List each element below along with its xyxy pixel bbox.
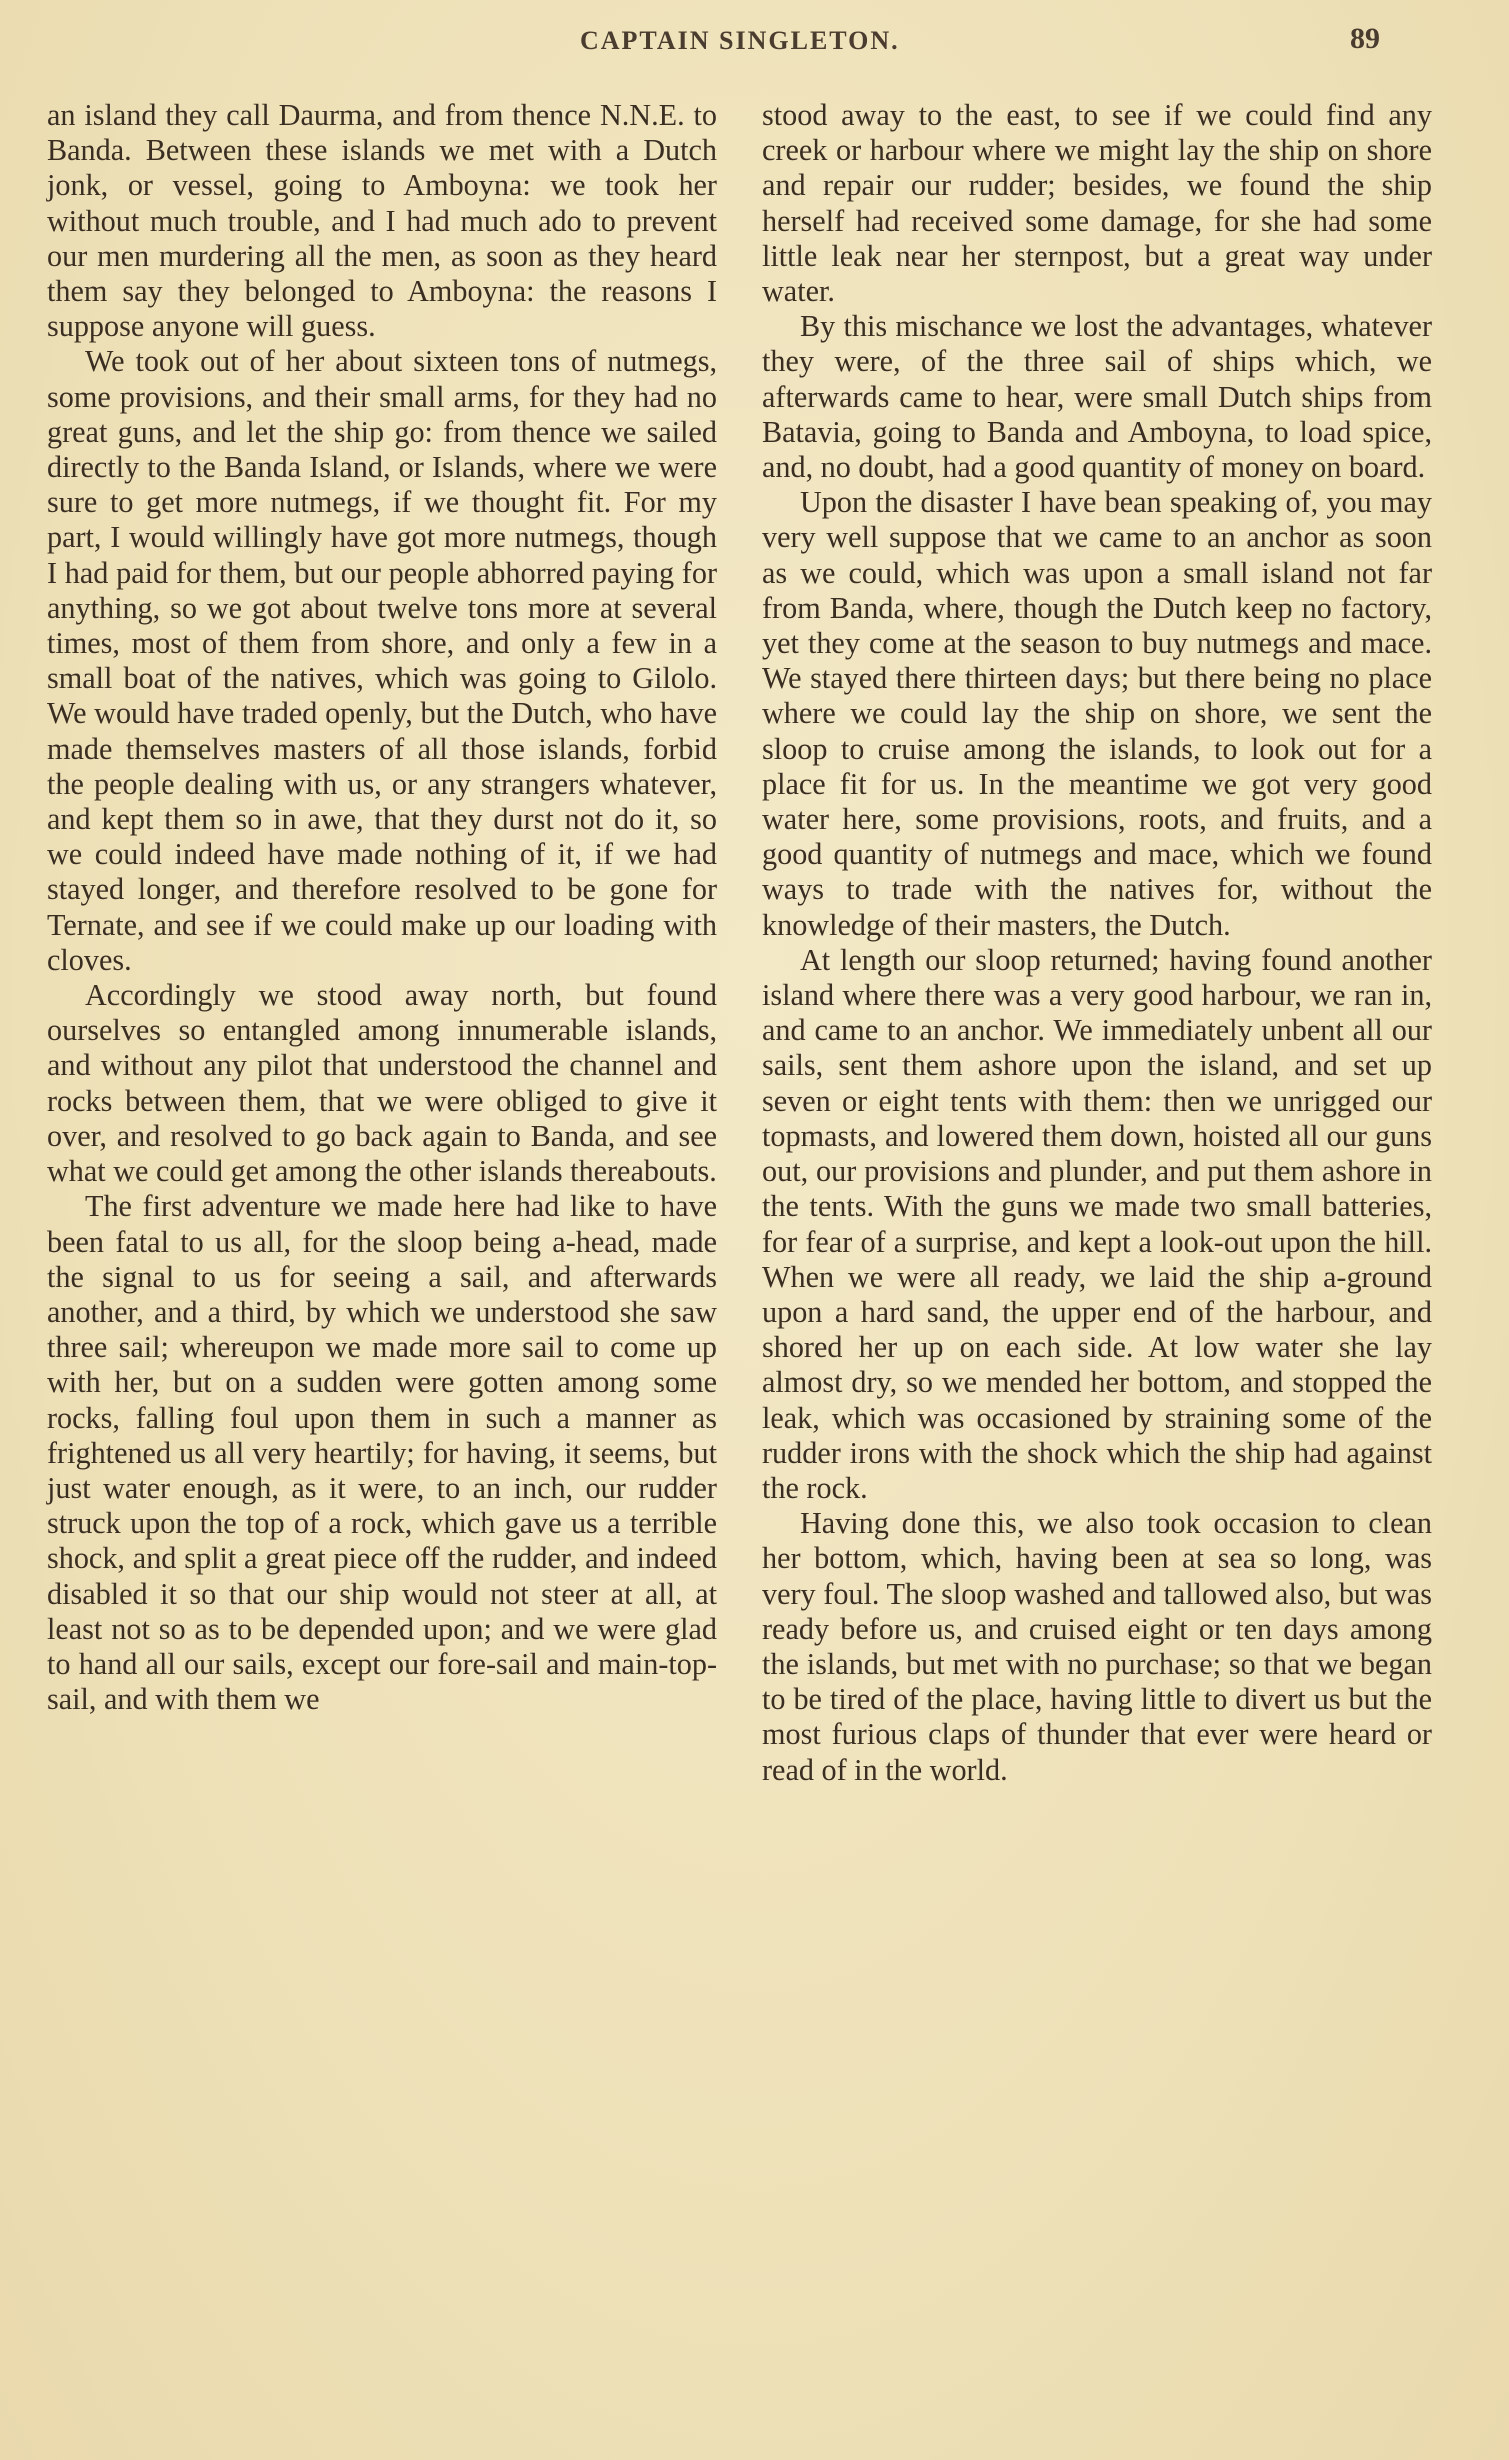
paragraph: Upon the disaster I have bean speaking of, you may very well suppose that we came to an anchor as soon as we could, which was upon a small island not far from Banda, where, though the Dutch keep no factory, yet they come at the season to buy nutmegs and mace. We stayed there thirteen days; but there being no place where we could lay the ship on shore, we sent the sloop to cruise among the islands, to look out for a place fit for us. In the meantime we got very good water here, some provisions, roots, and fruits, and a good quantity of nutmegs and mace, which we found ways to trade with the natives for, without the knowledge of their masters, the Dutch. bbox=[762, 485, 1432, 942]
paragraph: stood away to the east, to see if we could find any creek or harbour where we might lay the ship on shore and repair our rudder; besides, we found the ship herself had received some damage, for she had some little leak near her sternpost, but a great way under water. bbox=[762, 98, 1432, 309]
running-head: CAPTAIN SINGLETON. bbox=[580, 26, 900, 55]
paragraph: an island they call Daurma, and from thence N.N.E. to Banda. Between these islands we met with a Dutch jonk, or vessel, going to Amboyna: we took her without much trouble, and I had much ado to prevent our men murdering all the men, as soon as they heard them say they belonged to Amboyna: the reasons I suppose anyone will guess. bbox=[47, 98, 717, 344]
page-header bbox=[40, 22, 1380, 66]
page-number: 89 bbox=[1350, 22, 1380, 55]
paragraph: The first adventure we made here had like to have been fatal to us all, for the sloop being a-head, made the signal to us for seeing a sail, and afterwards another, and a third, by which we understood she saw three sail; whereupon we made more sail to come up with her, but on a sudden were gotten among some rocks, falling foul upon them in such a manner as frightened us all very heartily; for having, it seems, but just water enough, as it were, to an inch, our rudder struck upon the top of a rock, which gave us a terrible shock, and split a great piece off the rudder, and indeed disabled it so that our ship would not steer at all, at least not so as to be depended upon; and we were glad to hand all our sails, except our fore-sail and main-top-sail, and with them we bbox=[47, 1189, 717, 1717]
paragraph: We took out of her about sixteen tons of nutmegs, some provisions, and their small arms, for they had no great guns, and let the ship go: from thence we sailed directly to the Banda Island, or Islands, where we were sure to get more nutmegs, if we thought fit. For my part, I would willingly have got more nutmegs, though I had paid for them, but our people abhorred paying for anything, so we got about twelve tons more at several times, most of them from shore, and only a few in a small boat of the natives, which was going to Gilolo. We would have traded openly, but the Dutch, who have made themselves masters of all those islands, forbid the people dealing with us, or any strangers whatever, and kept them so in awe, that they durst not do it, so we could indeed have made nothing of it, if we had stayed longer, and therefore resolved to be gone for Ternate, and see if we could make up our loading with cloves. bbox=[47, 344, 717, 977]
paragraph: Having done this, we also took occasion to clean her bottom, which, having been at sea so long, was very foul. The sloop washed and tallowed also, but was ready before us, and cruised eight or ten days among the islands, but met with no purchase; so that we began to be tired of the place, having little to divert us but the most furious claps of thunder that ever were heard or read of in the world. bbox=[762, 1506, 1432, 1787]
right-column bbox=[762, 98, 1432, 1788]
paragraph: At length our sloop returned; having found another island where there was a very good harbour, we ran in, and came to an anchor. We immediately unbent all our sails, sent them ashore upon the island, and set up seven or eight tents with them: then we unrigged our topmasts, and lowered them down, hoisted all our guns out, our provisions and plunder, and put them ashore in the tents. With the guns we made two small batteries, for fear of a surprise, and kept a look-out upon the hill. When we were all ready, we laid the ship a-ground upon a hard sand, the upper end of the harbour, and shored her up on each side. At low water she lay almost dry, so we mended her bottom, and stopped the leak, which was occasioned by straining some of the rudder irons with the shock which the ship had against the rock. bbox=[762, 942, 1432, 1505]
left-column bbox=[47, 98, 717, 1717]
paragraph: By this mischance we lost the advantages, whatever they were, of the three sail of ships which, we afterwards came to hear, were small Dutch ships from Batavia, going to Banda and Amboyna, to load spice, and, no doubt, had a good quantity of money on board. bbox=[762, 309, 1432, 485]
paragraph: Accordingly we stood away north, but found ourselves so entangled among innumerable islands, and without any pilot that understood the channel and rocks between them, that we were obliged to give it over, and resolved to go back again to Banda, and see what we could get among the other islands thereabouts. bbox=[47, 978, 717, 1189]
